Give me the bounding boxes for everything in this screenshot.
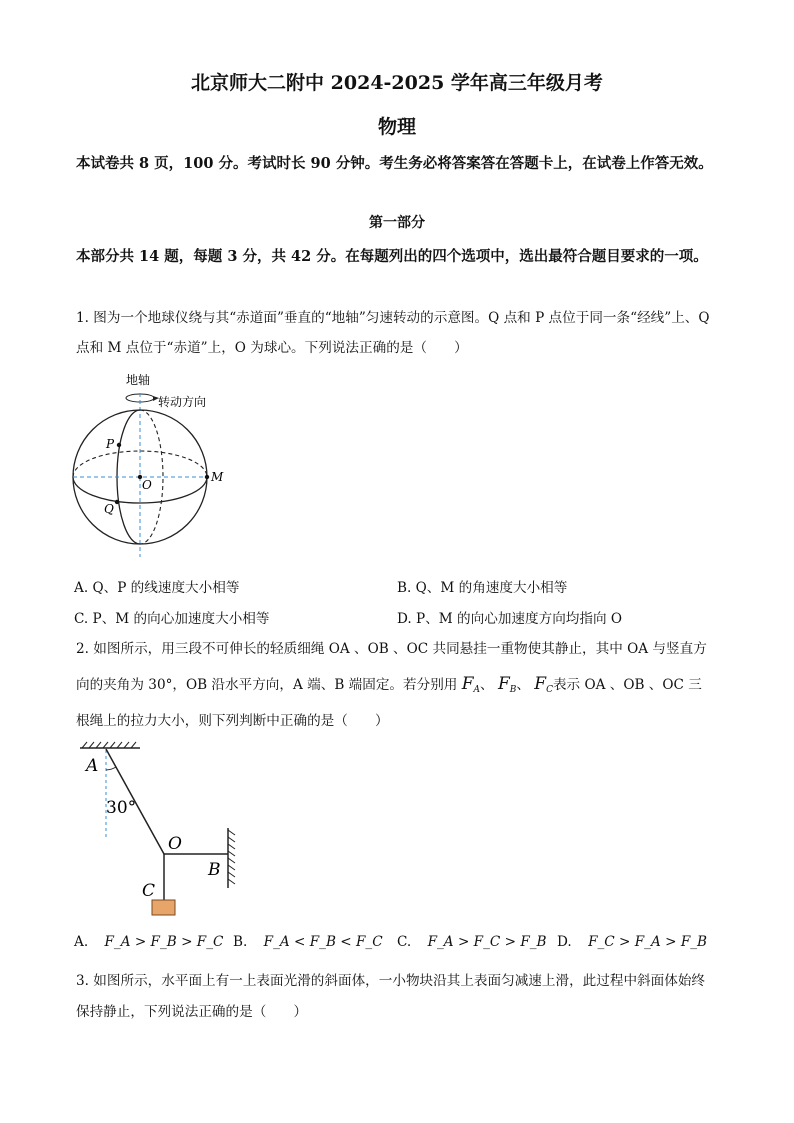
point-p [117,443,121,447]
label-m: M [211,470,224,484]
q2-option-c-expr: F_A > F_C > F_B [427,934,547,950]
q2-option-b: B. F_A < F_B < F_C [233,934,383,950]
label-q: Q [104,502,114,516]
question-2-line3: 根绳上的拉力大小，则下列判断中正确的是（ ） [76,713,389,729]
point-q [115,500,119,504]
q2-option-d-expr: F_C > F_A > F_B [588,934,708,950]
question-3-line2: 保持静止，下列说法正确的是（ ） [76,1004,308,1020]
symbol-fc: $F_C$ [534,674,553,695]
angle-arc [106,767,116,770]
sep-1: 、 [480,677,494,693]
label-a: A [86,756,99,776]
q2-line2-text-a: 向的夹角为 30°，OB 沿水平方向，A 端、B 端固定。若分别用 [76,677,458,693]
label-angle: 30° [106,798,137,818]
exam-title: 北京师大二附中 2024-2025 学年高三年级月考 [191,72,603,94]
label-c: C [142,881,156,901]
question-1-stem: 1. 图为一个地球仪绕与其“赤道面”垂直的“地轴”匀速转动的示意图。Q 点和 P 点位于同一条“经线”上、Q 点和 M 点位于“赤道”上，O 为球心。下列说法正确的是（ ） [76,310,710,356]
question-3-line1: 3. 如图所示，水平面上有一上表面光滑的斜面体，一小物块沿其上表面匀减速上滑，此过程中斜面体始终 [76,973,706,989]
q2-option-c: C. F_A > F_C > F_B [397,934,547,950]
label-o: O [168,834,182,854]
point-m [205,475,209,479]
part-heading: 第一部分 [369,215,425,231]
symbol-fa: $F_A$ [461,674,481,695]
rope-figure [70,740,250,920]
weight-block [152,900,175,915]
symbol-fb: $F_B$ [497,674,517,695]
exam-subject: 物理 [377,116,416,138]
question-2-line2 [76,669,702,705]
ceiling-hatch [82,742,136,748]
q2-option-b-expr: F_A < F_B < F_C [263,934,383,950]
sep-2: 、 [516,677,530,693]
q1-option-b: B. Q、M 的角速度大小相等 [397,580,568,596]
q2-line2-text-b: 表示 OA 、OB 、OC 三 [552,677,702,693]
q1-option-d: D. P、M 的向心加速度方向均指向 O [397,611,623,627]
q1-option-c: C. P、M 的向心加速度大小相等 [74,611,270,627]
label-o: O [142,478,152,492]
q2-option-d: D. F_C > F_A > F_B [557,934,708,950]
q2-option-a: A. F_A > F_B > F_C [74,934,224,950]
q2-option-a-expr: F_A > F_B > F_C [104,934,224,950]
globe-figure [60,365,240,565]
part-description: 本部分共 14 题，每题 3 分，共 42 分。在每题列出的四个选项中，选出最符合题目要求的一项。 [76,248,708,265]
question-2-line1: 2. 如图所示，用三段不可伸长的轻质细绳 OA 、OB 、OC 共同悬挂一重物使其静止，其中 OA 与竖直方 [76,641,707,657]
wall-hatch [228,830,235,884]
axis-label: 地轴 [126,373,151,387]
label-p: P [106,437,115,451]
direction-label: 转动方向 [158,395,207,409]
label-b: B [208,860,221,880]
exam-notice: 本试卷共 8 页，100 分。考试时长 90 分钟。考生务必将答案答在答题卡上，在试卷上作答无效。 [76,155,713,172]
q1-option-a: A. Q、P 的线速度大小相等 [74,580,240,596]
